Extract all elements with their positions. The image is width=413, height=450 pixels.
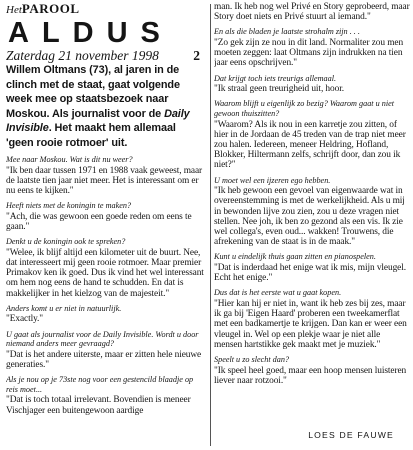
answer: "Waarom? Als ik nou in een karretje zou zitten, of hier in de Jordaan de 45 treden van de trap niet meer zou halen. Iedereen, meneer Heldring, Hofland, Blokker, Hiltermann zelfs, schrijft door, dan zou ik niet?": [214, 119, 406, 171]
answer: "Ik speel heel goed, maar een hoop mensen luisteren liever naar rotzooi.": [214, 365, 407, 386]
question: Denkt u de koningin ook te spreken?: [6, 237, 126, 247]
intro-paragraph: [6, 63, 206, 150]
answer: "Ik heb gewoon een gevoel van eigenwaarde wat in overeenstemming is met de werkelijkheid. Als u mij in bewonden lijve zou zien, zou u deze vragen niet stellen. Nee joh, ik ben zo gezond als een vis. Ik zie wel collega's, even oud... wakken! Trouwens, die afrekening van de staat is in de maak.": [214, 186, 405, 248]
qa-item: [214, 99, 410, 170]
answer: "Ach, die was gewoon een goede reden om eens te gaan.": [6, 211, 192, 232]
question: Kunt u eindelijk thuis gaan zitten en pianospelen.: [214, 252, 376, 262]
qa-item: [214, 27, 410, 68]
dateline: [6, 48, 206, 63]
question: Anders komt u er niet in natuurlijk.: [6, 303, 122, 313]
answer: "Welee, ik blijf altijd een kilometer uit de buurt. Nee, dat interesseert mij geen rooie rotmoer. Maar premier Primakov ken ik goed. Dus ik vind het wel interessant om hem nog eens de hand te schudden. En dat is makkelijker in het kielzog van de majesteit.": [6, 247, 204, 299]
question: U moet wel een ijzeren ego hebben.: [214, 175, 331, 185]
intro-publication: Daily Invisible: [6, 107, 190, 134]
qa-item: [214, 252, 410, 283]
qa-item: [6, 304, 206, 325]
date: Zaterdag 21 november 1998: [6, 48, 159, 63]
question: Mee naar Moskou. Wat is dit nu weer?: [6, 155, 133, 164]
masthead: [6, 2, 206, 16]
question: En als die bladen je laatste strohalm zijn . . .: [214, 27, 360, 37]
answer: "Ik ben daar tussen 1971 en 1988 vaak geweest, maar de laatste tien jaar niet meer. Het is interessant om er nu eens te kijken.": [6, 165, 203, 196]
byline: LOES DE FAUWE: [308, 430, 394, 440]
rubric-title: ALDUS: [8, 17, 173, 49]
qa-item: [6, 201, 206, 232]
qa-item: [214, 74, 410, 95]
answer: "Exactly.": [6, 314, 44, 325]
question: Heeft niets met de koningin te maken?: [6, 201, 132, 211]
question: U gaat als journalist voor de Daily Invisible. Wordt u door niemand anders meer gevraagd?: [6, 329, 199, 349]
qa-item: [6, 155, 206, 196]
qa-item: [214, 176, 410, 248]
qa-item: [214, 288, 410, 350]
question: Als je nou op je 73ste nog voor een gestencild blaadje op reis moet...: [6, 375, 194, 394]
qa-item: [6, 330, 206, 371]
intro-after: . Het maakt hem allemaal 'geen rooie rotmoer' uit.: [6, 122, 176, 149]
continued-answer: man. Ik heb nog wel Privé en Story geprobeerd, maar Story doet niets en Privé stuurt al iemand.": [214, 2, 410, 23]
edition-number: 2: [193, 48, 200, 63]
answer: "Hier kan hij er niet in, want ik heb zes bij zes, maar ik ga bij 'Eigen Haard' proberen een tweekamerflat met een badkamertje te krijgen. Dan kan er weer een vleugel in. Wel op een plekje waar je niet alle mensen hartstikke gek maakt met je muziek.": [214, 299, 407, 350]
masthead-parool: PAROOL: [21, 2, 80, 16]
answer: "Dat is het andere uiterste, maar er zitten hele nieuwe generaties.": [6, 349, 202, 370]
qa-item: [6, 375, 206, 416]
question: Dus dat is het eerste wat u gaat kopen.: [214, 288, 342, 298]
masthead-het: Het: [6, 4, 22, 16]
question: Speelt u zo slecht dan?: [214, 355, 290, 365]
answer: "Ik straal geen treurigheid uit, hoor.: [214, 84, 344, 95]
qa-item: [214, 355, 410, 386]
question: Dat krijgt toch iets treurigs allemaal.: [214, 73, 337, 83]
intro-before: Willem Oltmans (73), al jaren in de clinch met de staat, gaat volgende week mee op staatsbezoek naar Moskou. Als journalist voor de: [6, 64, 180, 120]
question: Waarom blijft u eigenlijk zo bezig? Waarom gaat u niet gewoon thuiszitten?: [214, 99, 395, 118]
column-divider: [210, 4, 211, 446]
answer: "Dat is toch totaal irrelevant. Bovendien is meneer Vischjager een buitengewoon aardige: [6, 395, 191, 416]
qa-item: [6, 237, 206, 299]
right-column: [214, 2, 410, 448]
answer: "Zo gek zijn ze nou in dit land. Normaliter zou men moeten zeggen: laat Oltmans zijn indrukken na tien jaar eens opschrijven.": [214, 38, 404, 69]
left-column: [6, 2, 206, 448]
answer: "Dat is inderdaad het enige wat ik mis, mijn vleugel. Echt het enige.": [214, 263, 406, 284]
